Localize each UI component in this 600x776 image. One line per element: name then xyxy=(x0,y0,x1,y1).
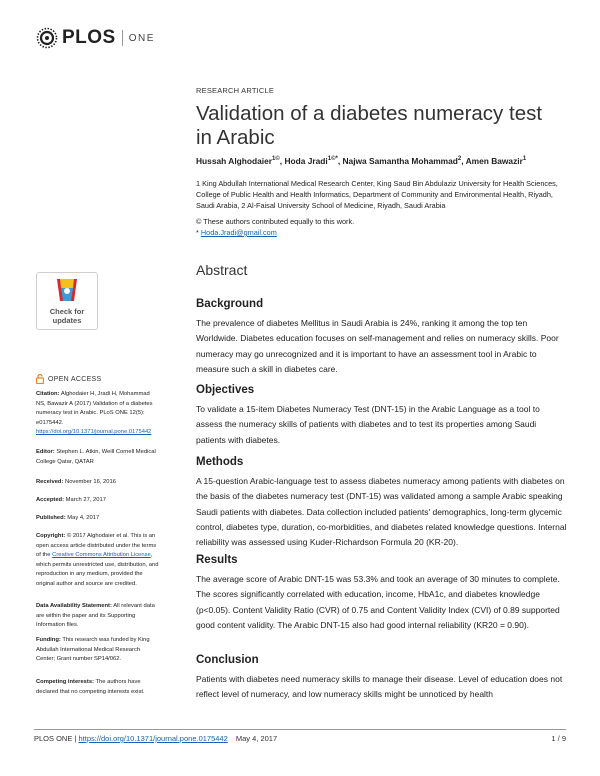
plos-burst-icon xyxy=(34,27,60,49)
footer-separator: | xyxy=(72,734,79,743)
funding-block xyxy=(36,636,160,665)
methods-heading: Methods xyxy=(196,456,244,468)
cc-license-link[interactable]: Creative Commons Attribution License xyxy=(52,552,151,559)
competing-interests-label: Competing interests: xyxy=(36,679,94,685)
data-availability-block xyxy=(36,602,160,631)
data-availability-label: Data Availability Statement: xyxy=(36,603,112,609)
copyright-text: © 2017 Alghodaier et al. This is an open access article distributed under the terms of the xyxy=(36,533,157,559)
published-block xyxy=(36,514,160,524)
citation-label: Citation: xyxy=(36,391,60,397)
editor-block xyxy=(36,448,160,467)
conclusion-text: Patients with diabetes need numeracy skills to manage their disease. Level of education does not reflect level of numeracy, and low numeracy skills might be unnoticed by health xyxy=(196,674,563,700)
logo-brand: PLOS xyxy=(62,27,116,48)
published-label: Published: xyxy=(36,515,66,521)
received-block xyxy=(36,478,160,488)
open-access-badge xyxy=(36,374,101,384)
editor-text: Stephen L. Atkin, Weill Cornell Medical College Qatar, QATAR xyxy=(36,449,156,465)
background-heading: Background xyxy=(196,298,264,310)
competing-interests-block xyxy=(36,678,160,697)
citation-doi-link[interactable]: https://doi.org/10.1371/journal.pone.0175442 xyxy=(36,429,152,436)
footer-divider xyxy=(34,729,566,730)
author-name: Hussah Alghodaier xyxy=(196,156,273,166)
check-for-updates-badge[interactable] xyxy=(36,272,98,330)
check-for-updates-label: Check for updates xyxy=(49,307,85,325)
accepted-label: Accepted: xyxy=(36,497,65,503)
crossmark-icon xyxy=(37,275,97,309)
accepted-block xyxy=(36,496,160,506)
article-type: RESEARCH ARTICLE xyxy=(196,86,275,95)
plos-one-logo[interactable] xyxy=(34,26,155,50)
author-affil-mark: 1©* xyxy=(327,156,338,163)
copyright-block xyxy=(36,532,160,590)
citation-block xyxy=(36,390,160,438)
background-text: The prevalence of diabetes Mellitus in Saudi Arabia is 24%, ranking it among the top ten Worldwide. Diabetes education focuses on self-management and relies on numeracy skills. Poor numeracy may go unrecognized and it is important to have an assessment tool in Arabic to measure such a skill in diabetes care. xyxy=(196,318,559,374)
copyright-label: Copyright: xyxy=(36,533,66,539)
competing-interests-text: The authors have declared that no competing interests exist. xyxy=(36,679,145,695)
objectives-text: To validate a 15-item Diabetes Numeracy Test (DNT-15) in the Arabic Language as a tool to assess the numeracy skills of patients with diabetes and to test its properties among Saudi patients with diabetes. xyxy=(196,404,540,445)
funding-text: This research was funded by King Abdullah International Medical Research Center; Grant number SP14/062. xyxy=(36,637,150,663)
editor-label: Editor: xyxy=(36,449,55,455)
author-name: Hoda Jradi xyxy=(284,156,328,166)
footer-doi-link[interactable]: https://doi.org/10.1371/journal.pone.0175442 xyxy=(78,734,228,743)
email-marker: * xyxy=(196,228,201,237)
results-heading: Results xyxy=(196,554,238,566)
results-text: The average score of Arabic DNT-15 was 53.3% and took an average of 30 minutes to complete. The scores significantly correlated with education, income, HbA1c, and diabetes knowledge (p<0.05). Content Validity Ratio (CVR) of 0.75 and Content Validity Index (CVI) of 0.89 supported good content validity. The Arabic DNT-15 also had good internal reliability (KR20 = 0.90). xyxy=(196,574,560,630)
page-footer xyxy=(34,734,566,743)
published-date: May 4, 2017 xyxy=(67,515,100,521)
author-affil-mark: 1© xyxy=(272,156,280,163)
logo-journal: ONE xyxy=(128,32,155,44)
author-name: Najwa Samantha Mohammad xyxy=(342,156,458,166)
author-name: Amen Bawazir xyxy=(465,156,523,166)
affiliations: 1 King Abdullah International Medical Research Center, King Saud Bin Abdulaziz University for Health Sciences, College of Public Health and Health Informatics, Department of Community and Environmental Health, Riyadh, Saudi Arabia, 2 Al-Faisal University School of Medicine, Riyadh, Saudi Arabia xyxy=(196,179,558,210)
open-lock-icon xyxy=(36,374,44,384)
objectives-heading: Objectives xyxy=(196,384,255,396)
author-affil-mark: 1 xyxy=(522,156,527,163)
author-list: Hussah Alghodaier$^{1©}$, Hoda Jradi$^{1©*}$, Najwa Samantha Mohammad$^2$, Amen Bawazir$^1$ xyxy=(196,156,527,166)
open-access-label: OPEN ACCESS xyxy=(48,375,102,383)
logo-divider xyxy=(122,30,123,46)
page-number: 1 / 9 xyxy=(551,734,566,743)
article-title: Validation of a diabetes numeracy test in Arabic xyxy=(196,102,543,149)
abstract-heading: Abstract xyxy=(196,262,248,278)
received-label: Received: xyxy=(36,479,64,485)
copyright-text-rest: , which permits unrestricted use, distribution, and reproduction in any medium, provided the original author and source are credited. xyxy=(36,552,159,587)
received-date: November 16, 2016 xyxy=(65,479,116,485)
email-link[interactable]: Hoda.Jradi@gmail.com xyxy=(200,228,277,237)
equal-contribution-note: © These authors contributed equally to this work. xyxy=(196,217,355,226)
footer-journal: PLOS ONE xyxy=(34,734,73,743)
accepted-date: March 27, 2017 xyxy=(65,497,106,503)
corresponding-email-note xyxy=(196,228,566,237)
methods-text: A 15-question Arabic-language test to assess diabetes numeracy among patients with diabetes on the basis of the diabetes numeracy test (DNT-15) was validated among a sample Arabic speaking Saudi patients with diabetes. Data collection included patients' demographics, long-term glycemic control, diabetes type, duration, co-morbidities, and diabetes related knowledge questions. Internal reliability was assessed using Kuder-Richardson Formula 20 (KR-20). xyxy=(196,476,567,548)
footer-date: May 4, 2017 xyxy=(235,734,278,743)
citation-text: Alghodaier H, Jradi H, Mohammad NS, Bawazir A (2017) Validation of a diabetes numeracy test in Arabic. PLoS ONE 12(5): e0175442. xyxy=(36,391,153,426)
funding-label: Funding: xyxy=(36,637,61,643)
data-availability-text: All relevant data are within the paper and its Supporting Information files. xyxy=(36,603,155,629)
author-affil-mark: 2 xyxy=(457,156,462,163)
conclusion-heading: Conclusion xyxy=(196,654,259,666)
